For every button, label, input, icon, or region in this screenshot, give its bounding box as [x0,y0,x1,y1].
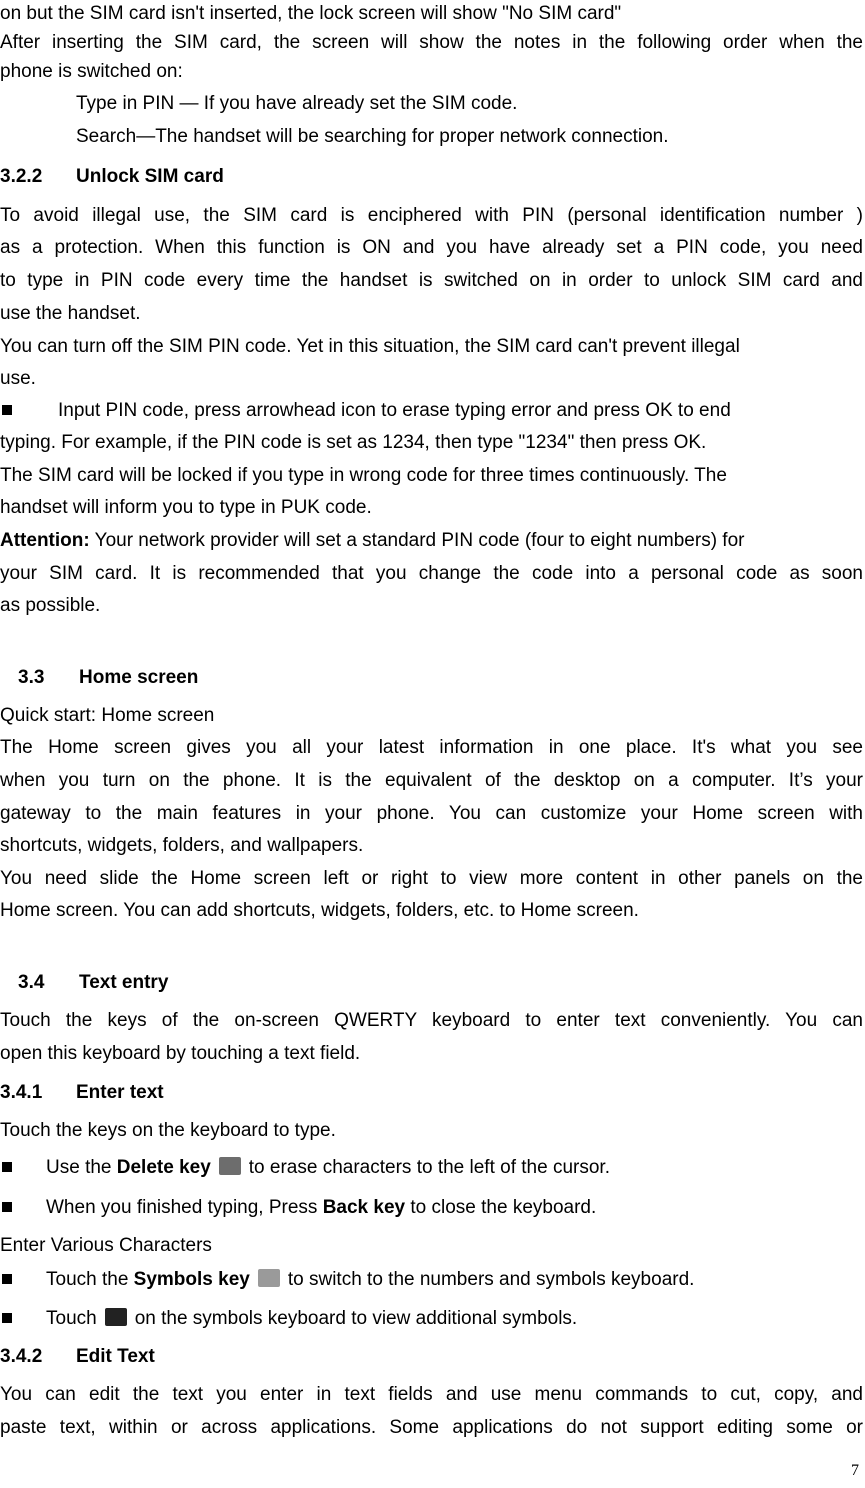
bullet-line [0,1195,863,1221]
bold-term: Symbols key [133,1269,250,1290]
paragraph-line: handset will inform you to type in PUK code. [0,497,372,518]
bullet-line [0,1155,863,1181]
symbols-key-icon [258,1269,280,1287]
bullet-icon [2,1274,12,1284]
bullet-text: Touch the [46,1269,134,1290]
paragraph-line: gateway to the main features in your phone. You can customize your Home screen with [0,803,863,824]
paragraph-line: You need slide the Home screen left or right to view more content in other panels on the [0,868,863,889]
attention-label: Attention: [0,530,90,551]
paragraph-line: your SIM card. It is recommended that you change the code into a personal code as soon [0,563,863,584]
bullet-text: on the symbols keyboard to view additional symbols. [134,1308,578,1329]
alt-symbols-key-icon [105,1308,127,1326]
bullet-text: to erase characters to the left of the cursor. [248,1157,610,1178]
heading-3-4-2 [0,1344,863,1370]
bold-term: Back key [322,1197,406,1218]
paragraph-text: Your network provider will set a standard PIN code (four to eight numbers) for [89,530,745,551]
bullet-text: When you finished typing, Press [46,1197,323,1218]
bullet-text: Input PIN code, press arrowhead icon to erase typing error and press OK to end [58,400,731,421]
bullet-icon [2,405,12,415]
bullet-text: Touch [46,1308,97,1329]
paragraph-line: The Home screen gives you all your latest information in one place. It's what you see [0,737,863,758]
heading-3-3 [18,665,865,691]
paragraph-line: to type in PIN code every time the handset is switched on in order to unlock SIM card and [0,270,863,291]
heading-number: 3.4.2 [0,1346,43,1367]
paragraph-line [0,528,863,554]
paragraph-line: as a protection. When this function is ON and you have already set a PIN code, you need [0,237,863,258]
paragraph-line: on but the SIM card isn't inserted, the lock screen will show "No SIM card" [0,3,622,24]
paragraph-line: After inserting the SIM card, the screen will show the notes in the following order when the [0,32,863,53]
paragraph-line: You can edit the text you enter in text fields and use menu commands to cut, copy, and [0,1384,863,1405]
indented-line: Search—The handset will be searching for proper network connection. [76,126,669,147]
paragraph-line: open this keyboard by touching a text field. [0,1043,361,1064]
heading-number: 3.4 [18,972,45,993]
bullet-line [0,1267,863,1293]
indented-line: Type in PIN — If you have already set the SIM code. [76,93,518,114]
bullet-line [0,398,863,424]
paragraph-line: phone is switched on: [0,61,183,82]
paragraph-line: use the handset. [0,303,141,324]
paragraph-line: as possible. [0,595,101,616]
paragraph-line: Touch the keys on the keyboard to type. [0,1120,336,1141]
paragraph-line: Enter Various Characters [0,1235,212,1256]
paragraph-line: paste text, within or across applications. Some applications do not support editing some or [0,1417,863,1438]
paragraph-line: The SIM card will be locked if you type in wrong code for three times continuously. The [0,465,727,486]
paragraph-line: You can turn off the SIM PIN code. Yet in this situation, the SIM card can't prevent illegal [0,336,740,357]
bullet-text: Use the [46,1157,117,1178]
paragraph-line: Touch the keys of the on-screen QWERTY keyboard to enter text conveniently. You can [0,1010,863,1031]
heading-title: Edit Text [76,1346,155,1367]
paragraph-line: typing. For example, if the PIN code is set as 1234, then type "1234" then press OK. [0,432,707,453]
heading-3-4 [18,970,865,996]
heading-title: Enter text [76,1082,164,1103]
paragraph-line: shortcuts, widgets, folders, and wallpapers. [0,835,364,856]
paragraph-line: use. [0,368,36,389]
heading-3-2-2 [0,164,863,190]
paragraph-line: To avoid illegal use, the SIM card is enciphered with PIN (personal identification number ) [0,205,863,226]
heading-title: Unlock SIM card [76,166,224,187]
heading-3-4-1 [0,1080,863,1106]
bullet-line [0,1306,863,1332]
heading-number: 3.3 [18,667,45,688]
bullet-icon [2,1202,12,1212]
bullet-text: to switch to the numbers and symbols keyboard. [287,1269,695,1290]
delete-key-icon [219,1157,241,1175]
paragraph-line: when you turn on the phone. It is the equivalent of the desktop on a computer. It’s your [0,770,863,791]
heading-title: Home screen [79,667,199,688]
bold-term: Delete key [116,1157,211,1178]
bullet-icon [2,1162,12,1172]
bullet-text: to close the keyboard. [405,1197,597,1218]
heading-number: 3.2.2 [0,166,43,187]
paragraph-line: Home screen. You can add shortcuts, widgets, folders, etc. to Home screen. [0,900,639,921]
paragraph-line: Quick start: Home screen [0,705,215,726]
page-number: 7 [851,1462,859,1479]
heading-number: 3.4.1 [0,1082,43,1103]
bullet-icon [2,1313,12,1323]
heading-title: Text entry [79,972,169,993]
